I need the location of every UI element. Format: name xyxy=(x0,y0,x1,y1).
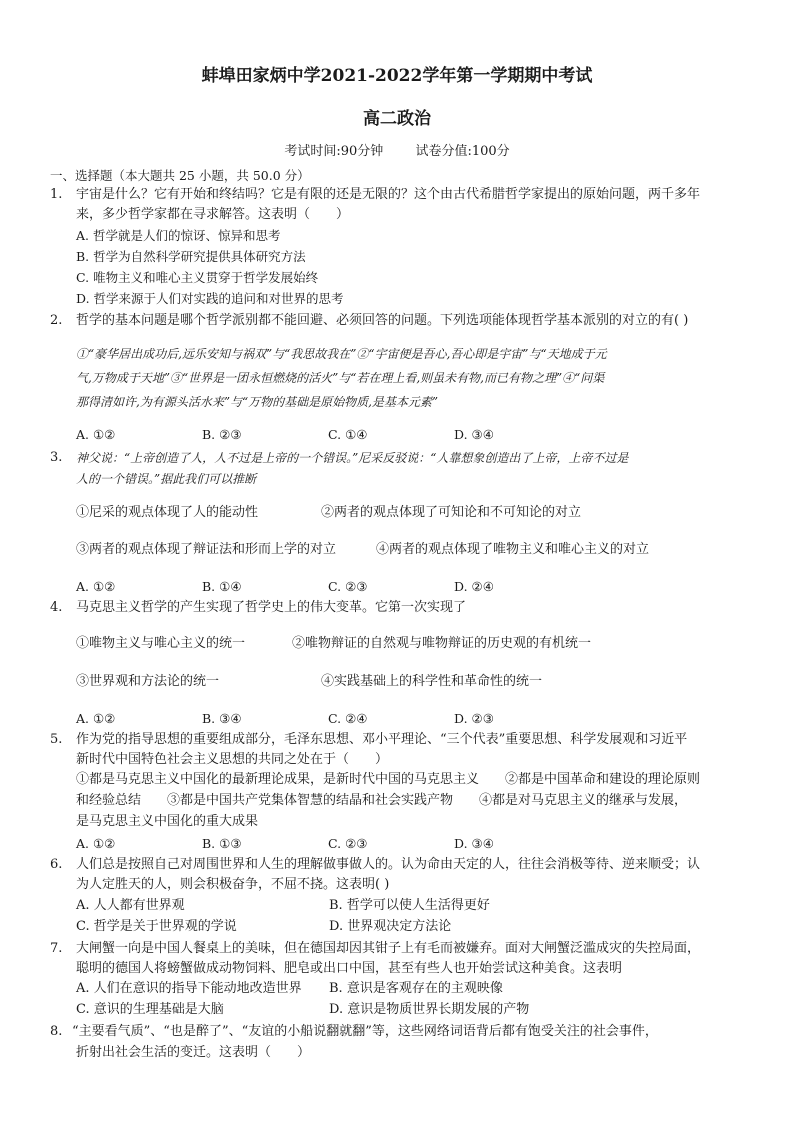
statement-line xyxy=(76,635,591,653)
statement-4: ④实践基础上的科学性和革命性的统一 xyxy=(321,674,543,689)
option-a: A. ①② xyxy=(76,836,116,851)
option-d: D. ③④ xyxy=(454,836,494,851)
options-row xyxy=(76,578,580,596)
statement-line: 是马克思主义中国化的重大成果 xyxy=(76,814,259,829)
question-stem: 为人定胜天的人，则会积极奋争，不屈不挠。这表明( ) xyxy=(76,877,390,892)
option-b: B. ③④ xyxy=(202,711,242,726)
exam-subject: 高二政治 xyxy=(363,109,431,129)
option-b: B. 意识是客观存在的主观映像 xyxy=(329,981,503,996)
option-c: C. 哲学是关于世界观的学说 xyxy=(76,919,237,934)
question-stem: 人们总是按照自己对周围世界和人生的理解做事做人的。认为命由天定的人，往往会消极等待、逆来顺受；认 xyxy=(76,857,701,872)
option-c: C. 意识的生理基础是大脑 xyxy=(76,1002,224,1017)
question-number: 6. xyxy=(50,857,63,872)
option-a: A. 哲学就是人们的惊讶、惊异和思考 xyxy=(76,228,281,243)
section-heading: 一、选择题（本大题共 25 小题，共 50.0 分） xyxy=(50,168,310,183)
question-stem: 大闸蟹一向是中国人餐桌上的美味，但在德国却因其钳子上有毛而被嫌弃。面对大闸蟹泛滥成灾的失控局面， xyxy=(76,941,701,956)
question-number: 4. xyxy=(50,600,63,615)
options-row xyxy=(76,897,582,915)
question-stem: 宇宙是什么？它有开始和终结吗？它是有限的还是无限的？这个由古代希腊哲学家提出的原始问题，两千多年 xyxy=(76,187,701,202)
exam-title: 蚌埠田家炳中学2021-2022学年第一学期期中考试 xyxy=(201,66,593,86)
question-stem: “主要看气质”、“也是醉了”、“友谊的小船说翻就翻”等，这些网络词语背后都有饱受关注的社会事件， xyxy=(72,1024,658,1039)
option-a: A. ①② xyxy=(76,427,116,442)
question-stem: 作为党的指导思想的重要组成部分，毛泽东思想、邓小平理论、“三个代表”重要思想、科学发展观和习近平 xyxy=(76,732,688,747)
option-d: D. 哲学来源于人们对实践的追问和对世界的思考 xyxy=(76,291,344,306)
question-number: 8. xyxy=(50,1024,63,1039)
options-row xyxy=(76,918,582,936)
statement-2: ②两者的观点体现了可知论和不可知论的对立 xyxy=(321,505,582,520)
option-d: D. 世界观决定方法论 xyxy=(329,919,452,934)
option-a: A. ①② xyxy=(76,711,116,726)
quote-line: 那得清如许,为有源头活水来”与“万物的基础是原始物质,是基本元素” xyxy=(76,395,439,409)
question-stem: 来，多少哲学家都在寻求解答。这表明（ ） xyxy=(76,207,350,222)
quote-line: ①“豪华居出成功后,远乐安知与祸双”与“我思故我在”②“宇宙便是吾心,吾心即是宇宙”与“天地成于元 xyxy=(76,347,607,361)
option-c: C. ②③ xyxy=(328,836,368,851)
option-c: C. ②③ xyxy=(328,579,368,594)
option-c: C. ①④ xyxy=(328,427,368,442)
statement-3: ③世界观和方法论的统一 xyxy=(76,674,220,689)
statement-1: ①唯物主义与唯心主义的统一 xyxy=(76,636,246,651)
option-b: B. ①③ xyxy=(202,836,242,851)
exam-score: 试卷分值:100分 xyxy=(415,144,510,159)
exam-time: 考试时间:90分钟 xyxy=(284,144,384,159)
question-stem: 折射出社会生活的变迁。这表明（ ） xyxy=(76,1045,311,1060)
options-row xyxy=(76,980,582,998)
option-b: B. 哲学为自然科学研究提供具体研究方法 xyxy=(76,249,306,264)
quote-line: 气,万物成于天地”③“世界是一团永恒燃烧的活火”与“若在理上看,则虽未有物,而已有物之理”④“问渠 xyxy=(76,371,605,385)
question-number: 3. xyxy=(50,450,63,465)
option-d: D. ②③ xyxy=(454,711,494,726)
question-stem: 哲学的基本问题是哪个哲学派别都不能回避、必须回答的问题。下列选项能体现哲学基本派别的对立的有( ) xyxy=(76,313,689,328)
question-stem: 聪明的德国人将螃蟹做成动物饲料、肥皂或出口中国，甚至有些人也开始尝试这种美食。这表明 xyxy=(76,961,623,976)
question-stem: 人的一个错误。”据此我们可以推断 xyxy=(76,472,257,486)
statement-line xyxy=(76,541,649,559)
options-row xyxy=(76,426,580,444)
statement-line: 和经验总结 ③都是中国共产党集体智慧的结晶和社会实践产物 ④都是对马克思主义的继承与发展， xyxy=(76,793,688,808)
options-row xyxy=(76,710,580,728)
question-number: 1. xyxy=(50,187,63,202)
options-row xyxy=(76,1001,582,1019)
option-d: D. ③④ xyxy=(454,427,494,442)
option-a: A. ①② xyxy=(76,579,116,594)
question-number: 5. xyxy=(50,732,63,747)
option-c: C. 唯物主义和唯心主义贯穿于哲学发展始终 xyxy=(76,270,319,285)
question-stem: 神父说：“上帝创造了人，人不过是上帝的一个错误。”尼采反驳说：“人靠想象创造出了上帝，上帝不过是 xyxy=(76,451,629,465)
option-a: A. 人们在意识的指导下能动地改造世界 xyxy=(76,981,302,996)
question-stem: 马克思主义哲学的产生实现了哲学史上的伟大变革。它第一次实现了 xyxy=(76,600,467,615)
option-d: D. 意识是物质世界长期发展的产物 xyxy=(329,1002,530,1017)
question-stem: 新时代中国特色社会主义思想的共同之处在于（ ） xyxy=(76,752,389,767)
statement-4: ④两者的观点体现了唯物主义和唯心主义的对立 xyxy=(376,542,650,557)
statement-line xyxy=(76,673,542,691)
option-a: A. 人人都有世界观 xyxy=(76,898,185,913)
statement-2: ②唯物辩证的自然观与唯物辩证的历史观的有机统一 xyxy=(292,636,592,651)
option-b: B. 哲学可以使人生活得更好 xyxy=(329,898,490,913)
option-c: C. ②④ xyxy=(328,711,368,726)
option-d: D. ②④ xyxy=(454,579,494,594)
option-b: B. ①④ xyxy=(202,579,242,594)
statement-line xyxy=(76,504,581,522)
statement-3: ③两者的观点体现了辩证法和形而上学的对立 xyxy=(76,542,337,557)
statement-1: ①尼采的观点体现了人的能动性 xyxy=(76,505,259,520)
options-row xyxy=(76,835,580,853)
statement-line: ①都是马克思主义中国化的最新理论成果，是新时代中国的马克思主义 ②都是中国革命和建设的理论原则 xyxy=(76,772,701,787)
exam-info xyxy=(0,140,794,159)
question-number: 2. xyxy=(50,313,63,328)
question-number: 7. xyxy=(50,941,63,956)
option-b: B. ②③ xyxy=(202,427,242,442)
